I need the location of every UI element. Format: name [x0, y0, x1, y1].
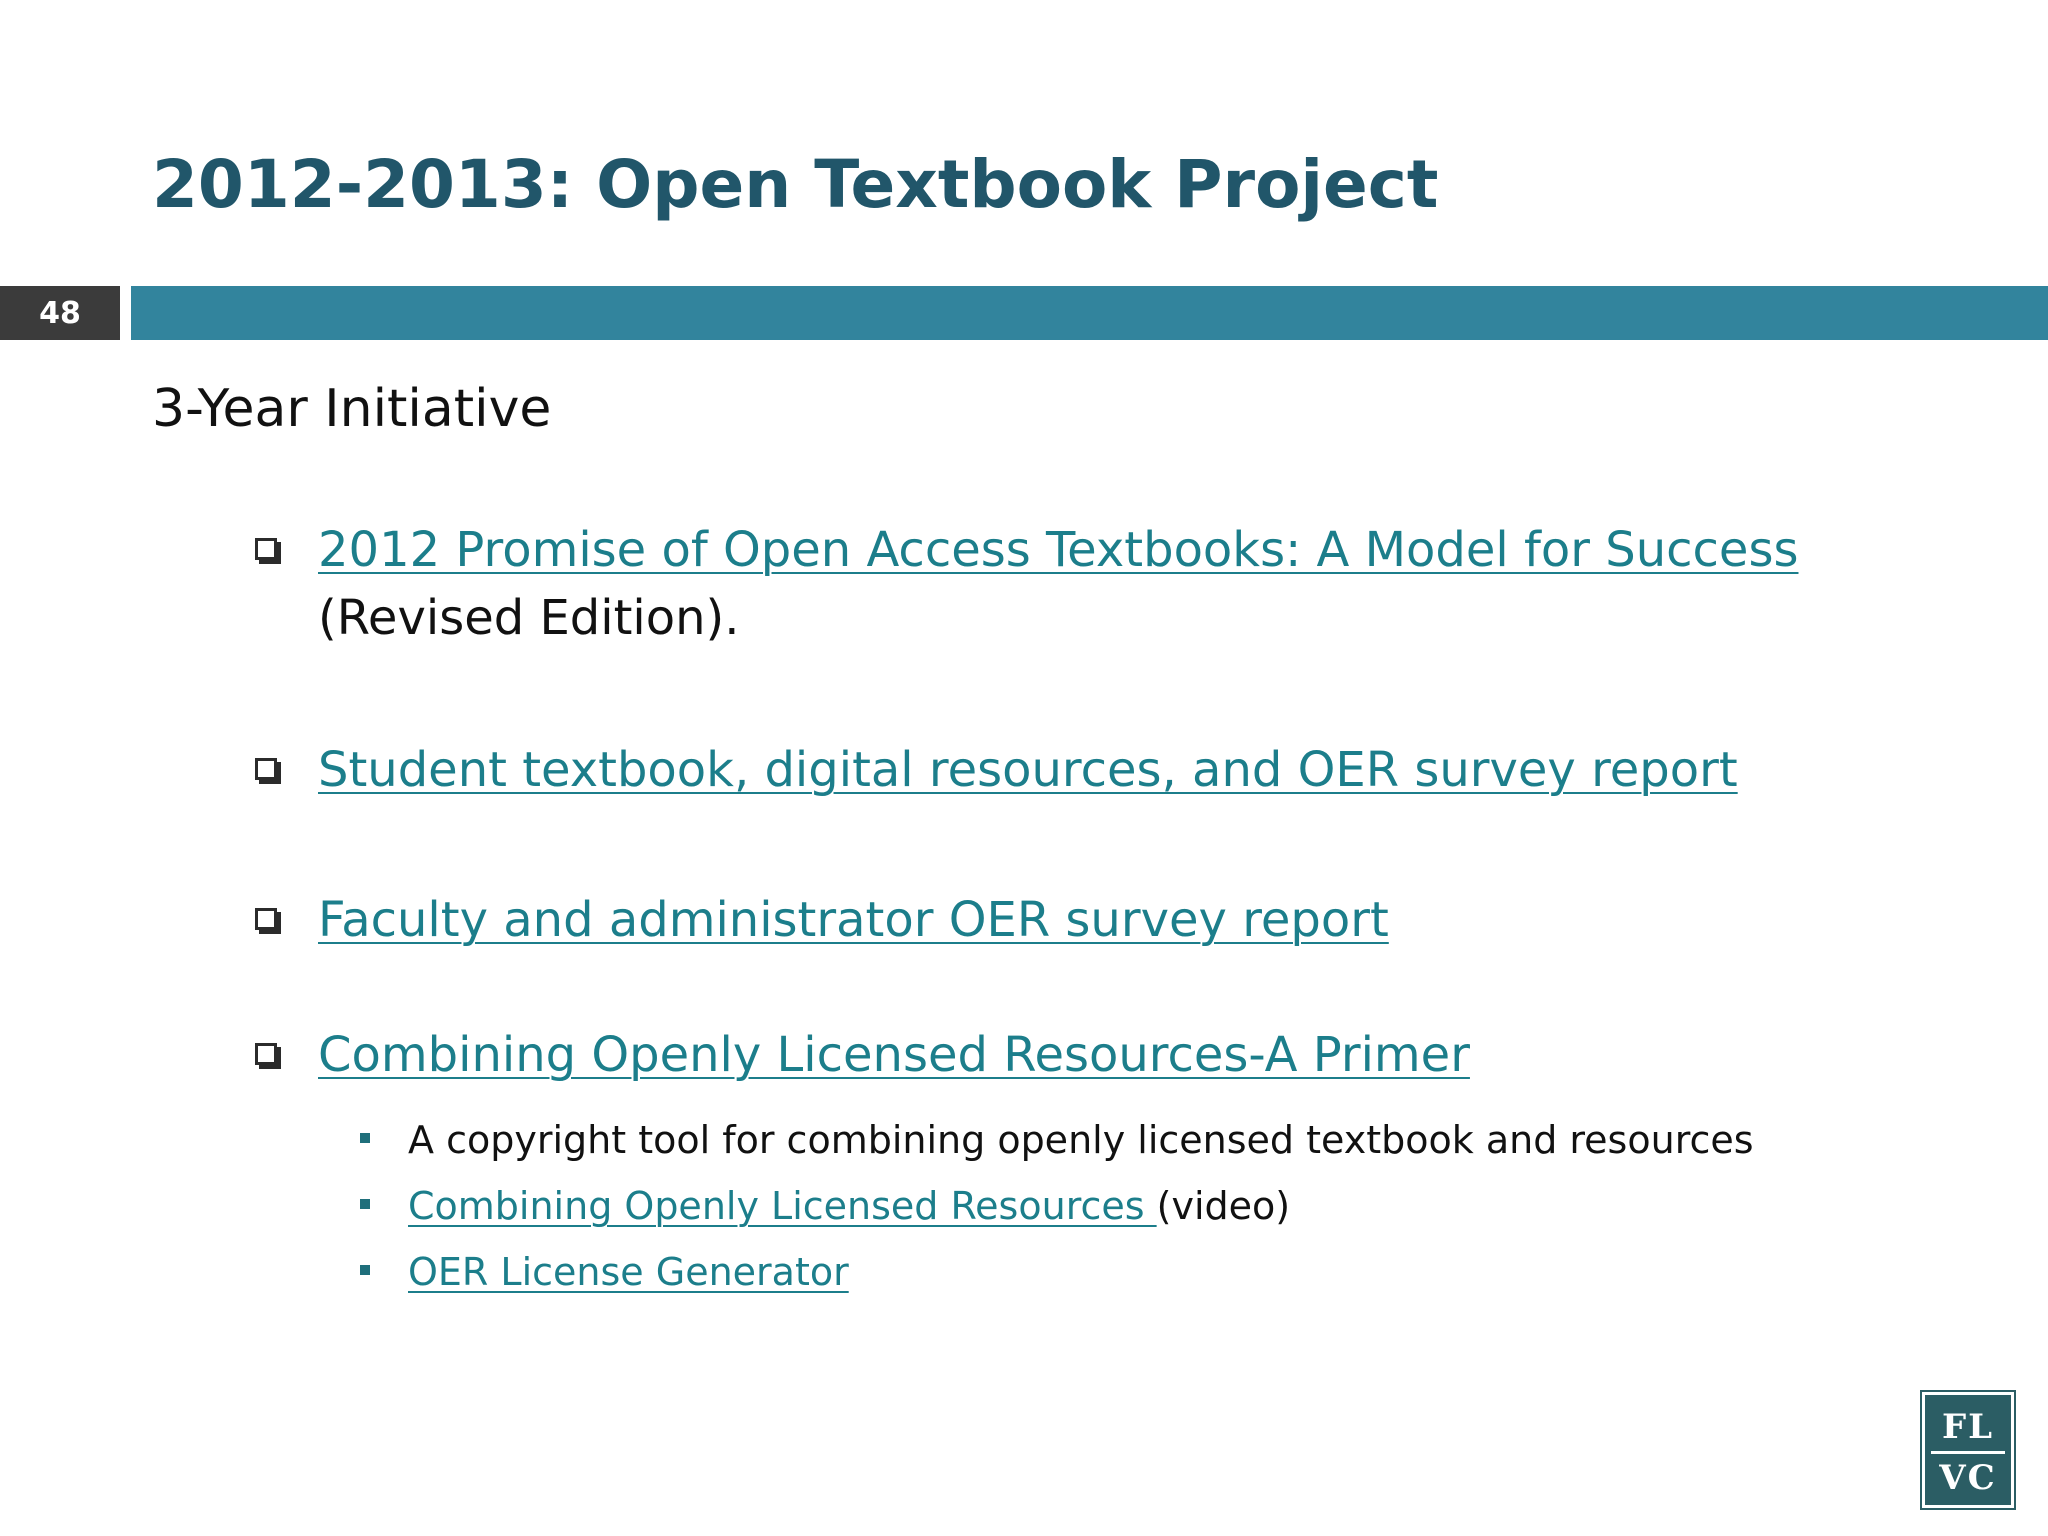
- revised-edition-text: (Revised Edition).: [318, 590, 740, 646]
- combining-resources-video-link[interactable]: Combining Openly Licensed Resources: [408, 1184, 1157, 1228]
- student-survey-link[interactable]: Student textbook, digital resources, and OER survey report: [318, 742, 1738, 798]
- primer-link[interactable]: Combining Openly Licensed Resources-A Primer: [318, 1027, 1470, 1083]
- slide-title: 2012-2013: Open Textbook Project: [152, 146, 1439, 223]
- primer-sublist: [318, 1107, 2015, 1305]
- sublist-item-license-generator: [318, 1239, 2015, 1305]
- checkbox-icon: [255, 1043, 277, 1065]
- resource-item-primer: [255, 1021, 2015, 1305]
- resource-item-student-survey: [255, 736, 2015, 804]
- flvc-logo: [1922, 1392, 2014, 1508]
- promise-link[interactable]: 2012 Promise of Open Access Textbooks: A Model for Success: [318, 522, 1799, 578]
- copyright-tool-text: A copyright tool for combining openly licensed textbook and resources: [408, 1118, 1754, 1162]
- square-bullet-icon: [360, 1133, 370, 1143]
- video-label: (video): [1156, 1184, 1291, 1228]
- subtitle: 3-Year Initiative: [152, 379, 552, 439]
- slide-number: 48: [0, 286, 120, 340]
- resource-item-faculty-survey: [255, 886, 2015, 954]
- logo-bottom-text: VC: [1939, 1458, 1997, 1498]
- checkbox-icon: [255, 758, 277, 780]
- square-bullet-icon: [360, 1265, 370, 1275]
- sublist-item-video: [318, 1173, 2015, 1239]
- resource-item-promise: [255, 516, 2015, 652]
- checkbox-icon: [255, 908, 277, 930]
- checkbox-icon: [255, 538, 277, 560]
- faculty-survey-link[interactable]: Faculty and administrator OER survey report: [318, 892, 1389, 948]
- resource-list: [255, 516, 2015, 1305]
- title-rule: [131, 286, 2048, 340]
- sublist-item-copyright-tool: [318, 1107, 2015, 1173]
- license-generator-link[interactable]: OER License Generator: [408, 1250, 849, 1294]
- logo-top-text: FL: [1931, 1403, 2005, 1454]
- square-bullet-icon: [360, 1199, 370, 1209]
